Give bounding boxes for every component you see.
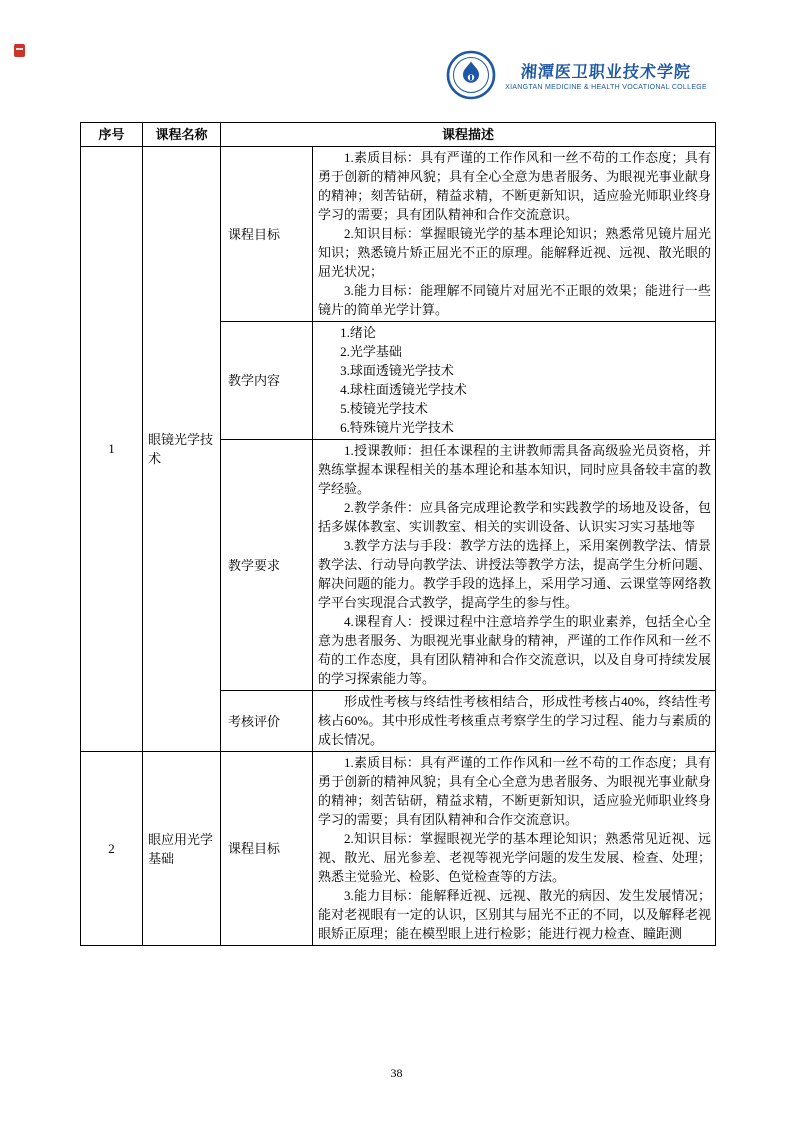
paragraph: 3.能力目标：能理解不同镜片对屈光不正眼的效果；能进行一些镜片的简单光学计算。	[318, 283, 711, 317]
course-1-requirements-content	[313, 440, 716, 691]
paragraph: 4.课程育人：授课过程中注意培养学生的职业素养，包括全心全意为患者服务、为眼视光事业献身的精神，严谨的工作作风和一丝不苟的工作态度，具有团队精神和合作交流意识，以及自身可持续发展的学习探索能力等。	[318, 614, 711, 686]
course-2-no: 2	[81, 752, 143, 946]
college-name-en: XIANGTAN MEDICINE & HEALTH VOCATIONAL COLLEGE	[505, 84, 707, 91]
paragraph: 1.授课教师：担任本课程的主讲教师需具备高级验光员资格，并熟练掌握本课程相关的基本理论和基本知识，同时应具备较丰富的教学经验。	[318, 443, 711, 496]
column-header-course-description: 课程描述	[221, 123, 716, 147]
table-row	[81, 147, 716, 322]
course-1-section-label-objectives: 课程目标	[221, 147, 313, 322]
red-stamp-icon	[14, 44, 25, 57]
course-2-section-label-objectives: 课程目标	[221, 752, 313, 946]
college-brand	[446, 50, 707, 100]
paragraph: 1.素质目标：具有严谨的工作作风和一丝不苟的工作态度；具有勇于创新的精神风貌；具有全心全意为患者服务、为眼视光事业献身的精神；刻苦钻研，精益求精，不断更新知识，适应验光师职业终身学习的需要；具有团队精神和合作交流意识。	[318, 755, 711, 827]
list-item: 4.球柱面透镜光学技术	[340, 382, 467, 397]
course-1-teaching-content	[313, 322, 716, 440]
course-1-section-label-teaching-content: 教学内容	[221, 322, 313, 440]
course-1-section-label-assessment: 考核评价	[221, 691, 313, 752]
paragraph: 1.素质目标：具有严谨的工作作风和一丝不苟的工作态度；具有勇于创新的精神风貌；具有全心全意为患者服务、为眼视光事业献身的精神；刻苦钻研，精益求精，不断更新知识，适应验光师职业终身学习的需要；具有团队精神和合作交流意识。	[318, 150, 711, 222]
course-1-objectives-content	[313, 147, 716, 322]
list-item: 5.棱镜光学技术	[340, 401, 428, 416]
course-1-assessment-content	[313, 691, 716, 752]
list-item: 1.绪论	[340, 325, 376, 340]
column-header-course-name: 课程名称	[143, 123, 221, 147]
column-header-no: 序号	[81, 123, 143, 147]
paragraph: 2.知识目标：掌握眼镜光学的基本理论知识；熟悉常见镜片屈光知识；熟悉镜片矫正屈光不正的原理。能解释近视、远视、散光眼的屈光状况；	[318, 226, 711, 279]
paragraph: 3.教学方法与手段：教学方法的选择上，采用案例教学法、情景教学法、行动导向教学法、讲授法等教学方法，提高学生分析问题、解决问题的能力。教学手段的选择上，采用学习通、云课堂等网络教学平台实现混合式教学，提高学生的参与性。	[318, 538, 711, 610]
list-item: 3.球面透镜光学技术	[340, 363, 454, 378]
course-description-table	[80, 122, 716, 946]
paragraph: 2.教学条件：应具备完成理论教学和实践教学的场地及设备，包括多媒体教室、实训教室、相关的实训设备、认识实习实习基地等	[318, 500, 711, 534]
course-1-section-label-requirements: 教学要求	[221, 440, 313, 691]
college-logo-icon	[446, 50, 496, 100]
list-item: 2.光学基础	[340, 344, 402, 359]
college-name-block	[505, 59, 707, 91]
college-name-zh: 湘潭医卫职业技术学院	[520, 63, 692, 82]
paragraph: 形成性考核与终结性考核相结合，形成性考核占40%，终结性考核占60%。其中形成性考核重点考察学生的学习过程、能力与素质的成长情况。	[318, 694, 711, 747]
table-row	[81, 752, 716, 946]
paragraph: 2.知识目标：掌握眼视光学的基本理论知识；熟悉常见近视、远视、散光、屈光参差、老视等视光学问题的发生发展、检查、处理；熟悉主觉验光、检影、色觉检查等的方法。	[318, 831, 711, 884]
page-number: 38	[390, 1066, 403, 1080]
course-2-objectives-content	[313, 752, 716, 946]
course-1-no: 1	[81, 147, 143, 752]
table-header-row	[81, 123, 716, 147]
paragraph: 3.能力目标：能解释近视、远视、散光的病因、发生发展情况；能对老视眼有一定的认识，区别其与屈光不正的不同，以及解释老视眼矫正原理；能在模型眼上进行检影；能进行视力检查、瞳距测	[318, 888, 711, 941]
list-item: 6.特殊镜片光学技术	[340, 420, 454, 435]
course-1-name: 眼镜光学技术	[143, 147, 221, 752]
course-2-name: 眼应用光学基础	[143, 752, 221, 946]
